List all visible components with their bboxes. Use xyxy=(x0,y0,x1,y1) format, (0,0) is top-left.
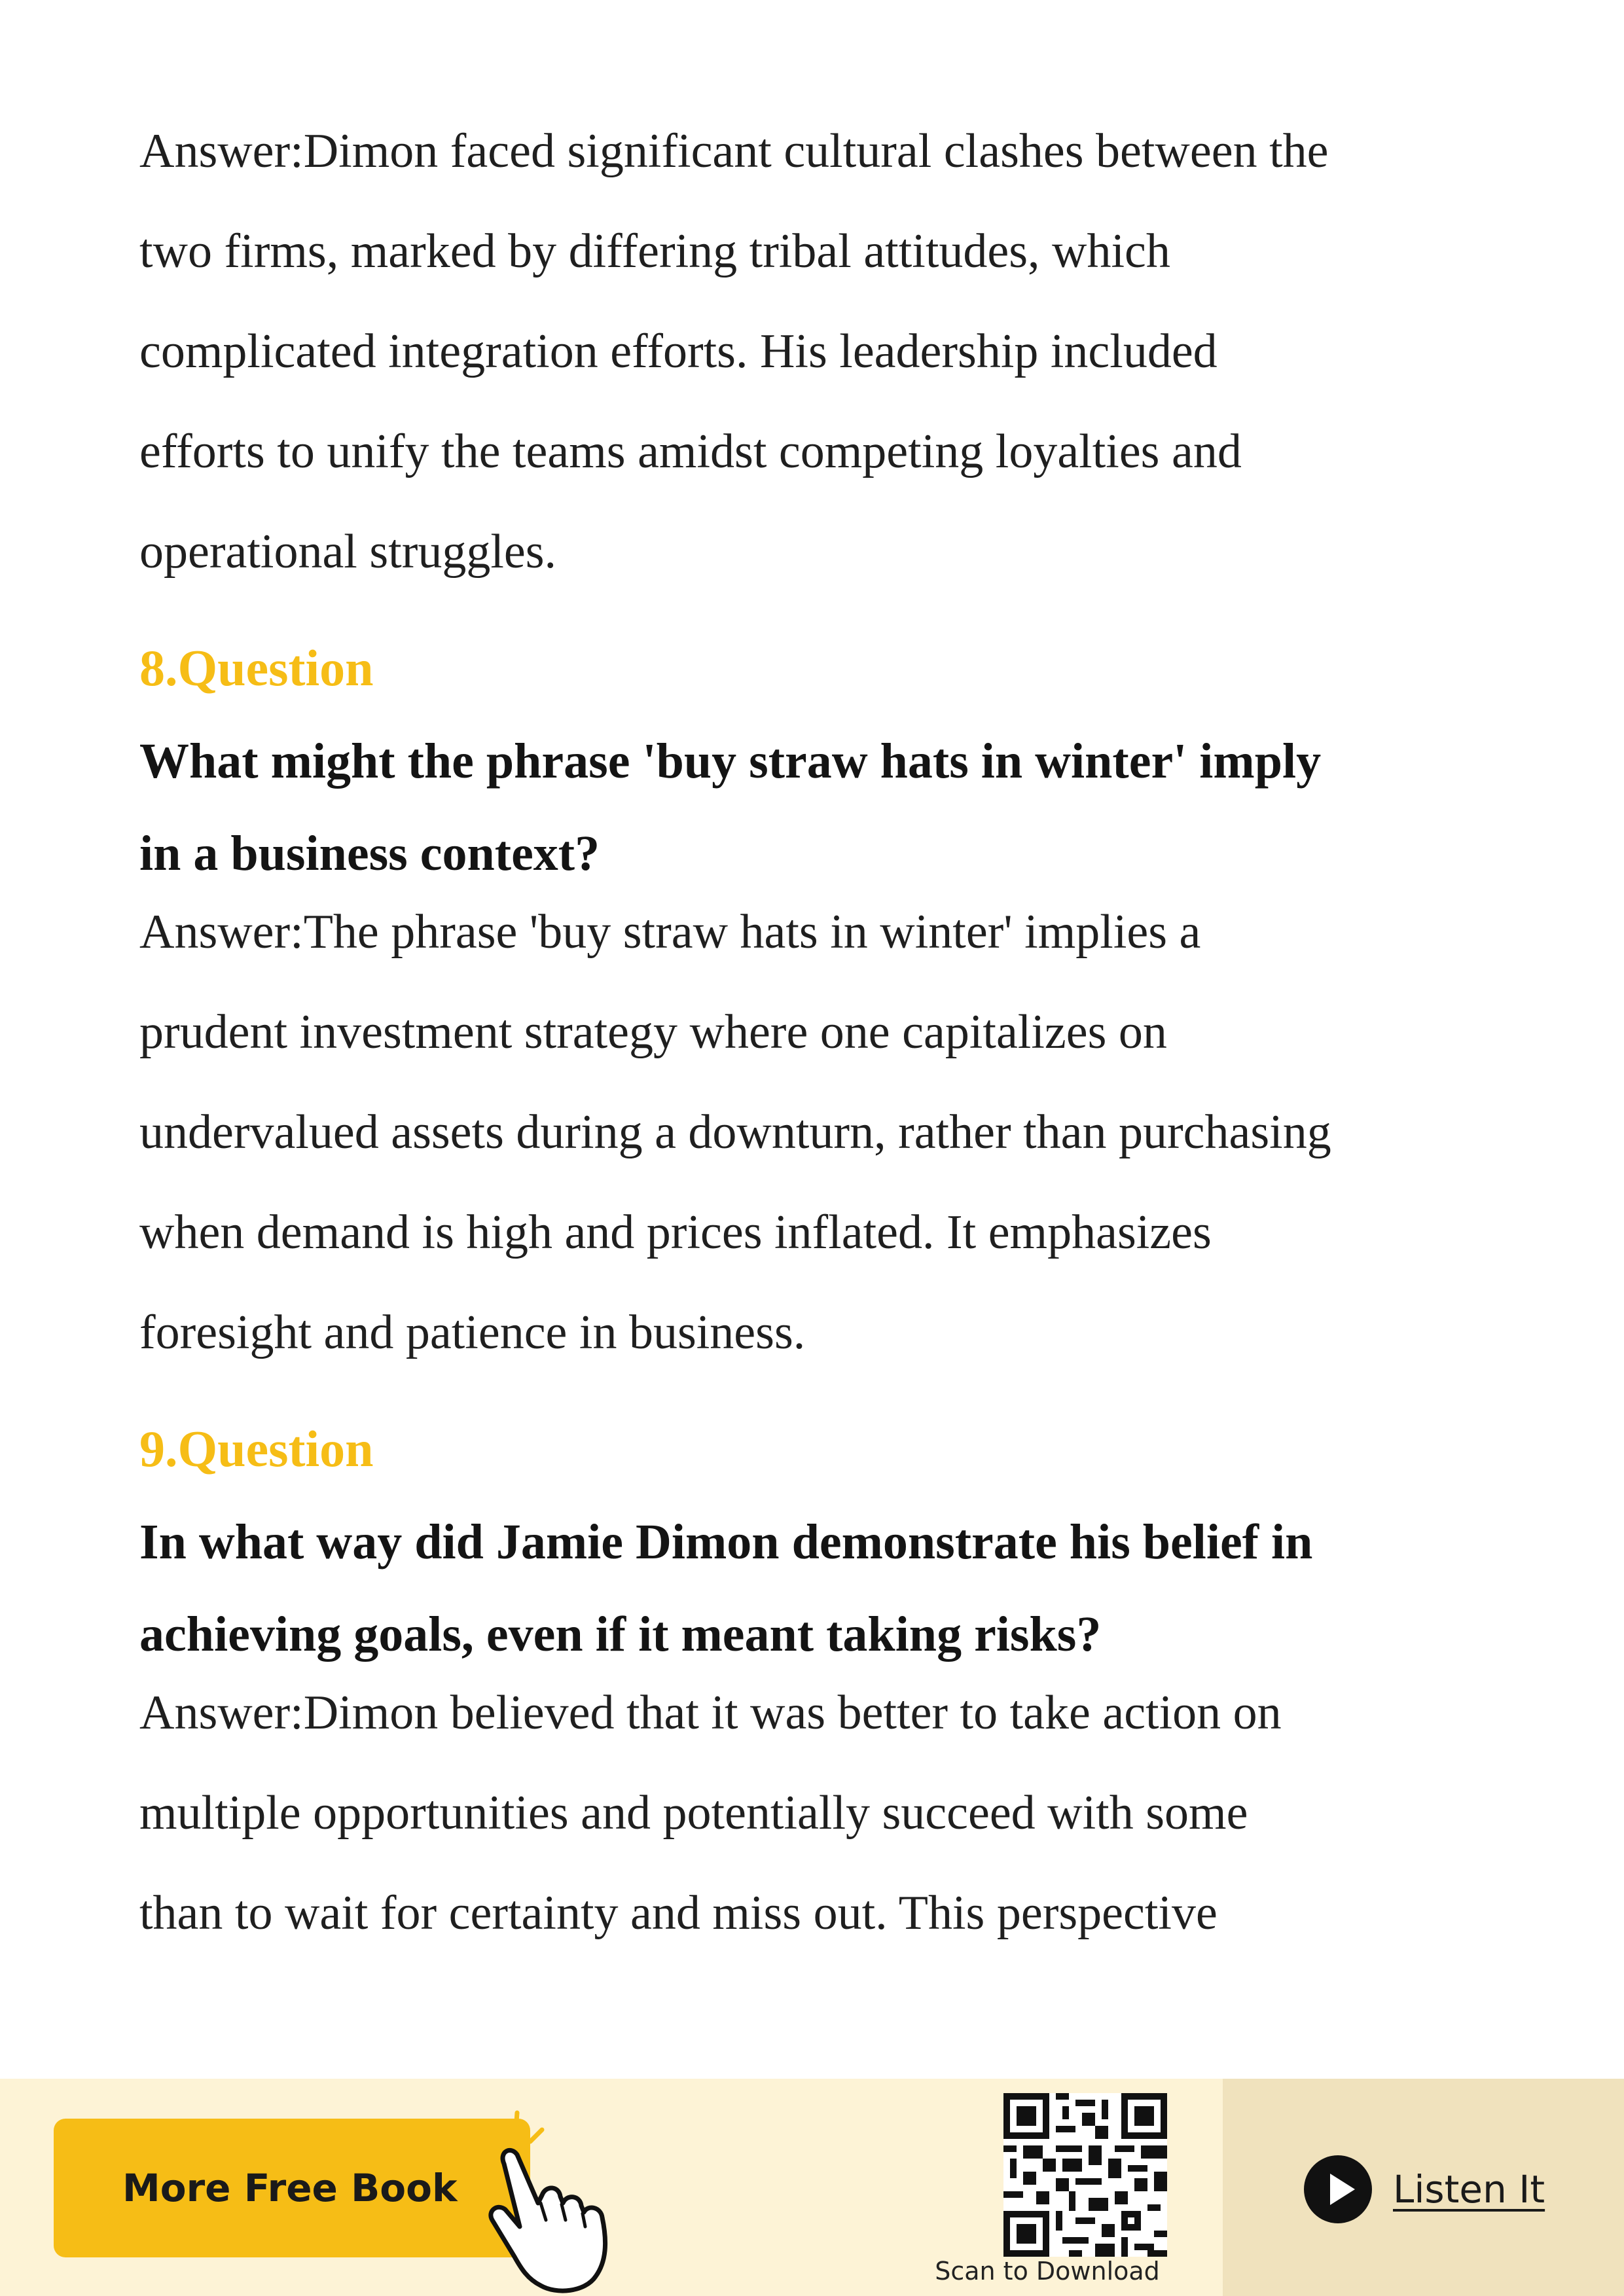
qr-code-icon[interactable] xyxy=(1003,2093,1167,2257)
question-8-label: 8.Question xyxy=(139,639,374,696)
answer-8-line-1: Answer:The phrase 'buy straw hats in winter' implies a xyxy=(139,905,1201,959)
answer-8-line-3: undervalued assets during a downturn, rather than purchasing xyxy=(139,1105,1331,1159)
answer-7-line-2: two firms, marked by differing tribal attitudes, which xyxy=(139,224,1170,278)
answer-8-line-5: foresight and patience in business. xyxy=(139,1306,806,1359)
answer-7-line-5: operational struggles. xyxy=(139,525,557,579)
answer-8-line-2: prudent investment strategy where one capitalizes on xyxy=(139,1005,1167,1059)
pointing-hand-icon xyxy=(458,2105,622,2296)
question-9-line-2: achieving goals, even if it meant taking risks? xyxy=(139,1607,1102,1662)
answer-9-line-3: than to wait for certainty and miss out. This perspective xyxy=(139,1886,1218,1940)
answer-9-line-2: multiple opportunities and potentially succeed with some xyxy=(139,1786,1248,1840)
question-9-label: 9.Question xyxy=(139,1420,374,1477)
question-9-line-1: In what way did Jamie Dimon demonstrate his belief in xyxy=(139,1515,1313,1570)
answer-7-line-4: efforts to unify the teams amidst competing loyalties and xyxy=(139,425,1242,478)
question-8-line-1: What might the phrase 'buy straw hats in winter' imply xyxy=(139,734,1322,789)
listen-it-button[interactable] xyxy=(1303,2153,1545,2225)
scan-to-download-label: Scan to Download xyxy=(935,2257,1160,2286)
play-icon xyxy=(1303,2154,1373,2225)
answer-8-line-4: when demand is high and prices inflated. It emphasizes xyxy=(139,1206,1212,1259)
more-free-book-label: More Free Book xyxy=(122,2166,458,2210)
footer-bar xyxy=(0,2079,1624,2296)
question-8-line-2: in a business context? xyxy=(139,826,600,881)
answer-7-line-3: complicated integration efforts. His leadership included xyxy=(139,325,1218,378)
listen-it-label: Listen It xyxy=(1393,2167,1545,2212)
answer-9-line-1: Answer:Dimon believed that it was better to take action on xyxy=(139,1686,1282,1740)
answer-7-line-1: Answer:Dimon faced significant cultural clashes between the xyxy=(139,124,1329,178)
